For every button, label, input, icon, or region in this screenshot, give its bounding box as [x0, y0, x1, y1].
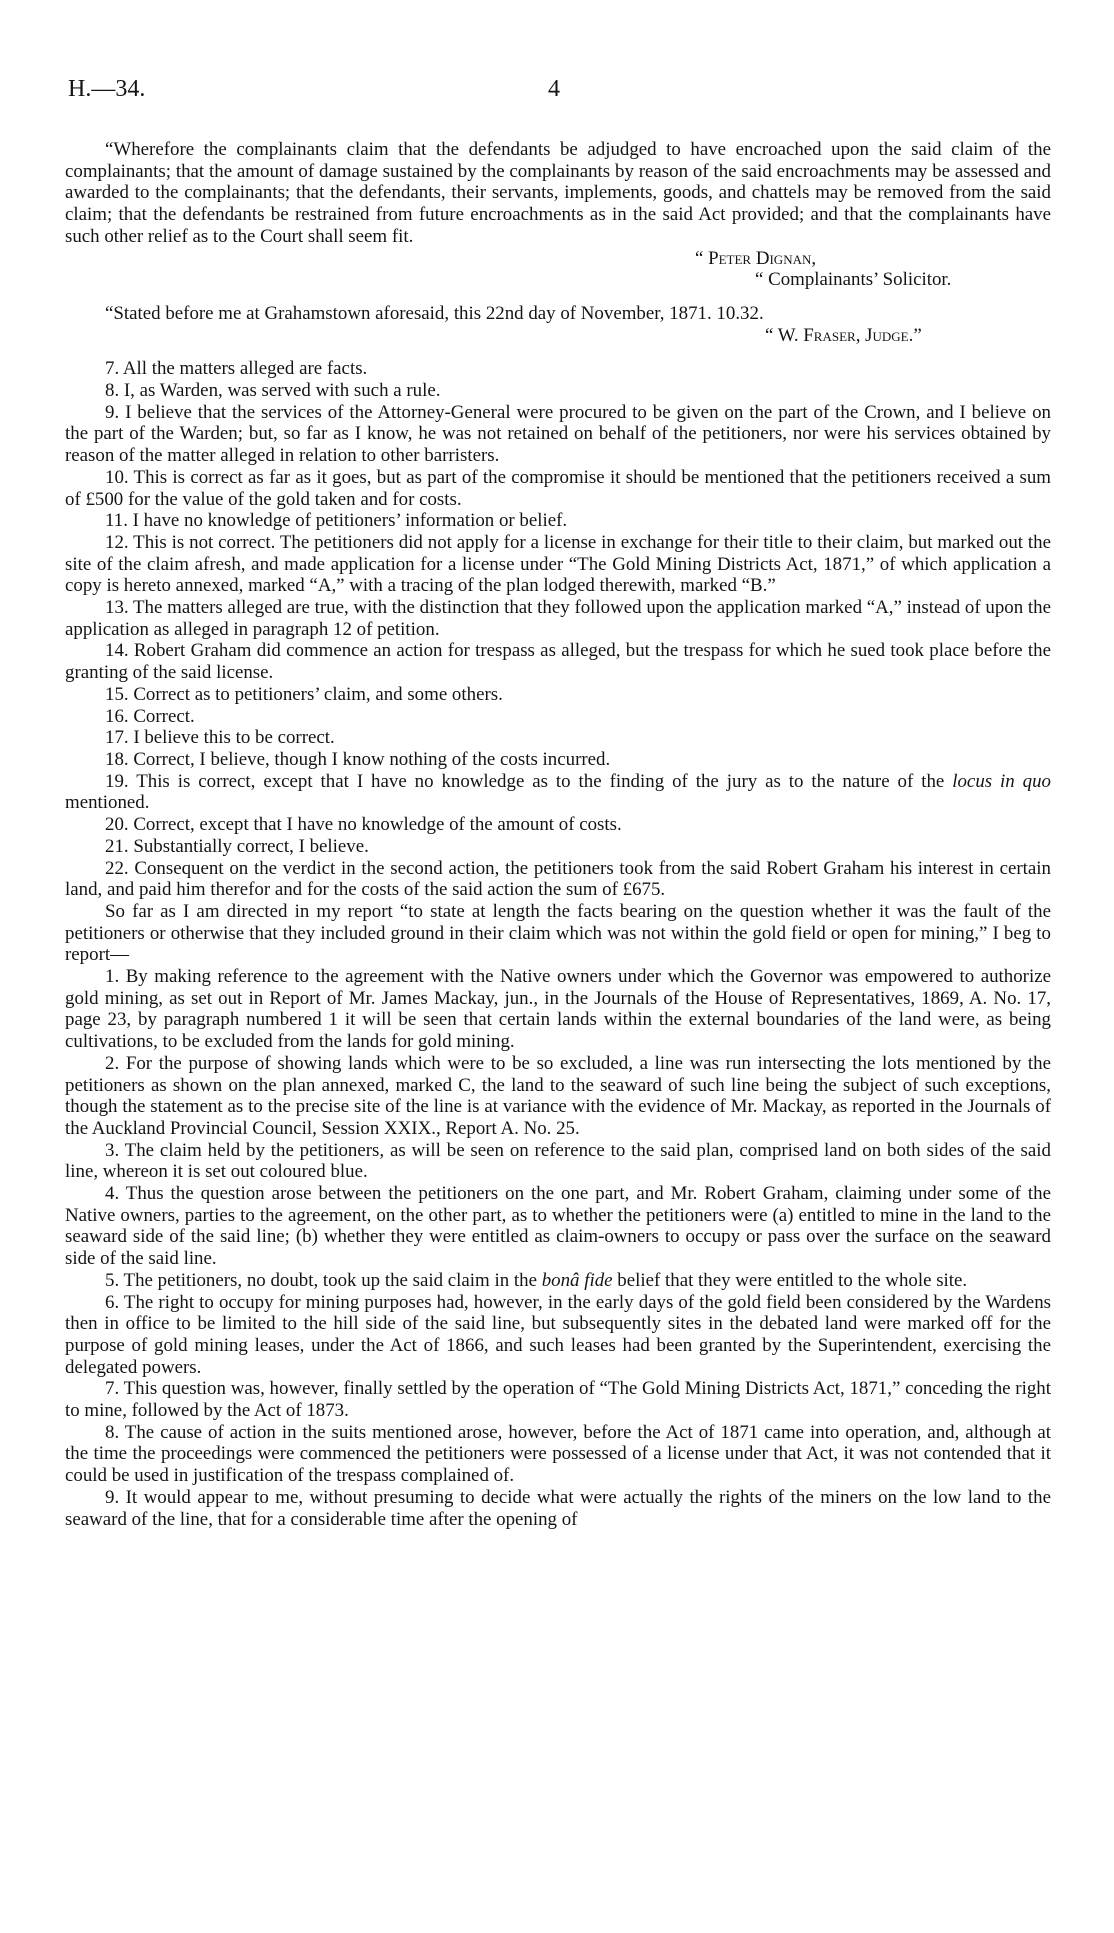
reply-paragraph: 17. I believe this to be correct.	[105, 727, 335, 749]
report-paragraph: 4. Thus the question arose between the petitioners on the one part, and Mr. Robert Graham, claiming under some of the Native owners, parties to the agreement, on the other part, as to whether the petitioners were (a) entitled to mine in the land to the seaward side of the said line; (b) whether they were entitled as claim-owners to occupy or pass over the surface on the seaward side of the said line.	[65, 1183, 1051, 1270]
reply-paragraph: 12. This is not correct. The petitioners did not apply for a license in exchange for their title to their claim, but marked out the site of the claim afresh, and made application for a license under “The Gold Mining Districts Act, 1871,” of which application a copy is hereto annexed, marked “A,” with a tracing of the plan lodged therewith, marked “B.”	[65, 531, 1051, 597]
report-paragraph: 3. The claim held by the petitioners, as will be seen on reference to the said plan, comprised land on both sides of the said line, whereon it is set out coloured blue.	[65, 1139, 1051, 1183]
reply-paragraph: 11. I have no knowledge of petitioners’ information or belief.	[105, 510, 568, 532]
report-intro: So far as I am directed in my report “to state at length the facts bearing on the question whether it was the fault of the petitioners or otherwise that they included ground in their claim which was not within the gold field or open for mining,” I beg to report—	[65, 900, 1051, 966]
report-paragraph: 2. For the purpose of showing lands which were to be so excluded, a line was run intersecting the lots mentioned by the petitioners as shown on the plan annexed, marked C, the land to the seaward of such line being the subject of such exceptions, though the statement as to the precise site of the line is at variance with the evidence of Mr. Mackay, as reported in the Journals of the Auckland Provincial Council, Session XXIX., Report A. No. 25.	[65, 1052, 1051, 1139]
report-5-text: 5. The petitioners, no doubt, took up the said claim in the	[105, 1269, 542, 1291]
reply-paragraph: 18. Correct, I believe, though I know nothing of the costs incurred.	[105, 748, 611, 770]
report-5-italic: bonâ fide	[541, 1269, 613, 1291]
complaint-quote: “Wherefore the complainants claim that the defendants be adjudged to have encroached upon the said claim of the complainants; that the amount of damage sustained by the complainants by reason of the said encroachments may be assessed and awarded to the complainants; that the defendants, their servants, implements, goods, and chattels may be removed from the said claim; that the defendants be restrained from future encroachments as in the said Act provided; and that the complainants have such other relief as to the Court shall seem fit.	[65, 139, 1051, 247]
reply-paragraph: 20. Correct, except that I have no knowledge of the amount of costs.	[105, 814, 622, 836]
report-paragraph: 9. It would appear to me, without presuming to decide what were actually the rights of the miners on the low land to the seaward of the line, that for a considerable time after the opening of	[65, 1486, 1051, 1530]
document-reference: H.—34.	[68, 76, 146, 102]
report-paragraph: 7. This question was, however, finally settled by the operation of “The Gold Mining Districts Act, 1871,” conceding the right to mine, followed by the Act of 1873.	[65, 1378, 1051, 1422]
report-paragraph-5	[65, 1270, 1051, 1292]
reply-paragraph: 16. Correct.	[105, 705, 195, 727]
page-body	[65, 139, 1051, 1530]
reply-paragraph: 21. Substantially correct, I believe.	[105, 835, 369, 857]
reply-paragraph: 22. Consequent on the verdict in the second action, the petitioners took from the said Robert Graham his interest in certain land, and paid him therefor and for the costs of the said action the sum of £675.	[65, 857, 1051, 901]
reply-paragraph: 8. I, as Warden, was served with such a rule.	[105, 380, 441, 402]
reply-paragraph: 14. Robert Graham did commence an action for trespass as alleged, but the trespass for which he sued took place before the granting of the said license.	[65, 640, 1051, 684]
judge-signature: “ W. Fraser, Judge.”	[765, 324, 922, 346]
reply-paragraph: 15. Correct as to petitioners’ claim, and some others.	[105, 683, 503, 705]
report-paragraph: 1. By making reference to the agreement with the Native owners under which the Governor was empowered to authorize gold mining, as set out in Report of Mr. James Mackay, jun., in the Journals of the House of Representatives, 1869, A. No. 17, page 23, by paragraph numbered 1 it will be seen that certain lands within the external boundaries of the land were, as being cultivations, to be excluded from the lands for gold mining.	[65, 966, 1051, 1053]
reply-paragraph-19	[65, 771, 1051, 814]
report-paragraph: 6. The right to occupy for mining purposes had, however, in the early days of the gold field been considered by the Wardens then in office to be limited to the hill side of the said line, but subsequently sites in the debated land were marked off for the purpose of gold mining leases, under the Act of 1866, and such leases had been granted by the Superintendent, exercising the delegated powers.	[65, 1291, 1051, 1378]
reply-paragraph: 9. I believe that the services of the Attorney-General were procured to be given on the part of the Crown, and I believe on the part of the Warden; but, so far as I know, he was not retained on behalf of the petitioners, nor were his services obtained by reason of the matter alleged in relation to other barristers.	[65, 401, 1051, 467]
stated-before-line: “Stated before me at Grahamstown aforesaid, this 22nd day of November, 1871. 10.32.	[105, 302, 764, 324]
reply-19-text: 19. This is correct, except that I have no knowledge as to the finding of the jury as to the nature of the	[105, 770, 953, 792]
reply-paragraph: 10. This is correct as far as it goes, but as part of the compromise it should be mentioned that the petitioners received a sum of £500 for the value of the gold taken and for costs.	[65, 466, 1051, 510]
reply-19-italic: locus in quo	[952, 770, 1052, 792]
page-number: 4	[548, 76, 560, 102]
page-header	[68, 76, 1048, 110]
report-paragraph: 8. The cause of action in the suits mentioned arose, however, before the Act of 1871 came into operation, and, although at the time the proceedings were commenced the petitioners were possessed of a license under that Act, it was not contended that it could be used in justification of the trespass complained of.	[65, 1421, 1051, 1487]
reply-paragraph: 7. All the matters alleged are facts.	[105, 358, 368, 380]
solicitor-name: “ Peter Dignan,	[695, 247, 817, 269]
reply-paragraph: 13. The matters alleged are true, with the distinction that they followed upon the application marked “A,” instead of upon the application as alleged in paragraph 12 of petition.	[65, 597, 1051, 640]
solicitor-title: “ Complainants’ Solicitor.	[755, 269, 952, 291]
reply-19-end: mentioned.	[65, 792, 150, 814]
report-5-end: belief that they were entitled to the whole site.	[612, 1269, 968, 1291]
